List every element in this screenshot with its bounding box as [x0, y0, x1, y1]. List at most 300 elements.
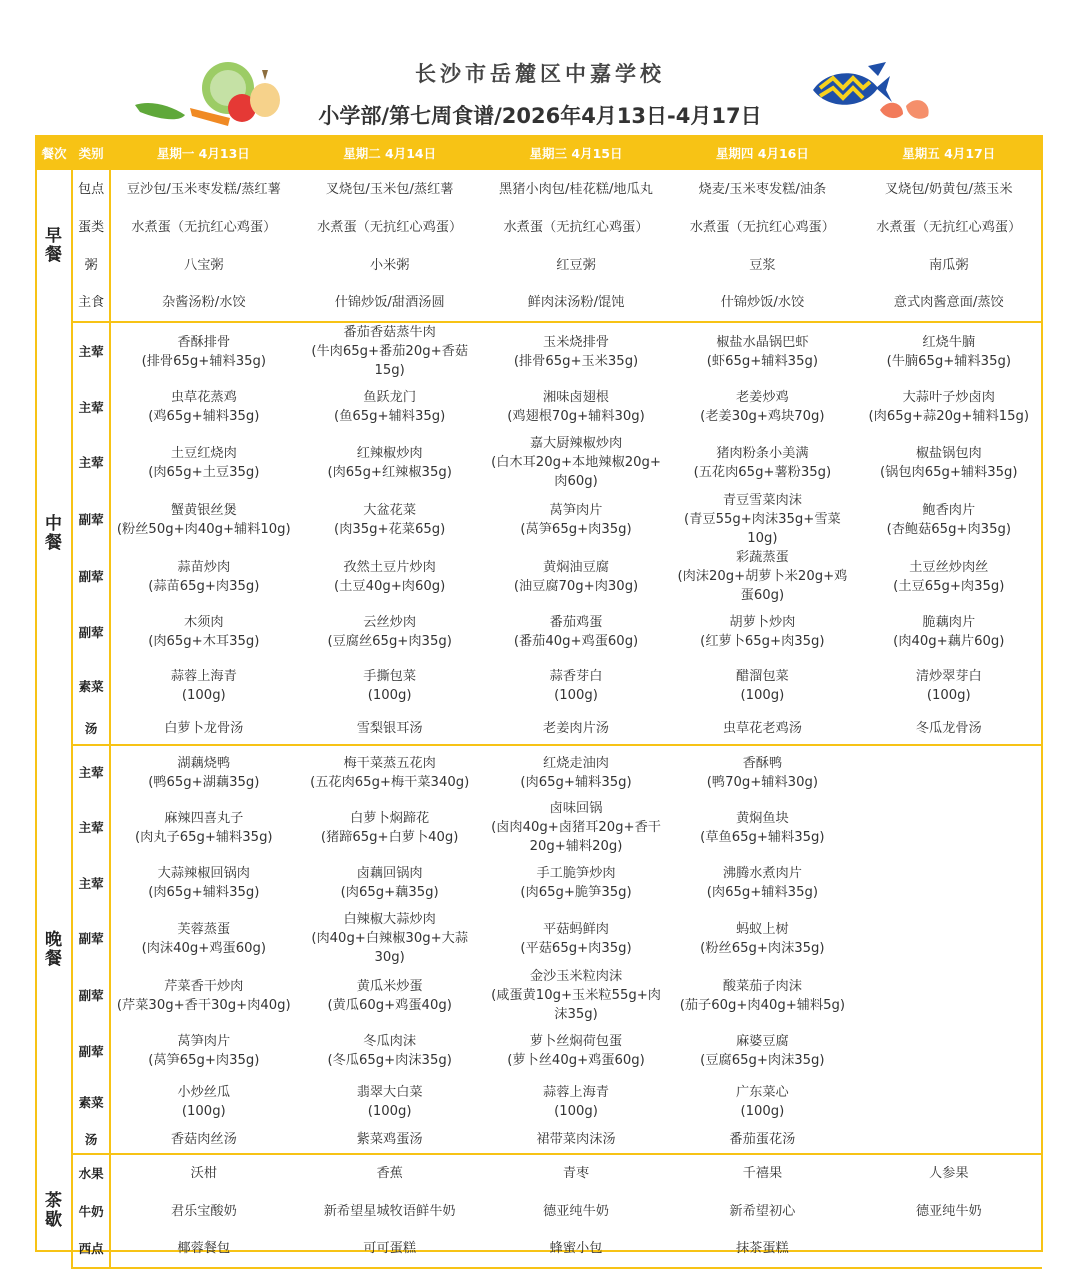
- dish-cell: [856, 548, 1042, 605]
- dish-cell: [483, 799, 669, 856]
- dish-name: 木须肉: [184, 615, 224, 630]
- dish-name: 大蒜辣椒回锅肉: [157, 866, 250, 881]
- category-label: 主荤: [72, 380, 110, 434]
- dish-name: 虫草花蒸鸡: [170, 390, 237, 405]
- dish-cell: [110, 745, 296, 799]
- dish-name: 云丝炒肉: [363, 615, 417, 630]
- dish-cell: [669, 713, 855, 745]
- dish-cell: 蜂蜜小包: [483, 1230, 669, 1268]
- dish-cell: 什锦炒饭/水饺: [669, 284, 855, 322]
- dish-name: 鲍香肉片: [922, 502, 976, 518]
- category-label: 主荤: [72, 745, 110, 799]
- dish-cell: 君乐宝酸奶: [170, 1203, 237, 1219]
- dish-cell: 水煮蛋（无抗红心鸡蛋）: [689, 219, 835, 235]
- dish-name: 嘉大厨辣椒炒肉: [529, 436, 623, 451]
- menu-row: [36, 1126, 1042, 1154]
- dish-name: 红辣椒炒肉: [356, 445, 423, 461]
- dish-name: 老姜炒鸡: [736, 390, 789, 405]
- dish-cell: 千禧果: [742, 1166, 783, 1181]
- dish-cell: [296, 659, 482, 713]
- category-label: 包点: [72, 170, 110, 208]
- menu-row: [36, 1230, 1042, 1268]
- dish-name: 蒜香芽白: [549, 669, 603, 684]
- category-label: 副荤: [72, 548, 110, 605]
- dish-ingredients: (萝卜丝40g+鸡蛋60g): [507, 1053, 645, 1068]
- dish-cell: [856, 1126, 1042, 1154]
- dish-cell: 红豆粥: [556, 257, 596, 273]
- dish-cell: 什锦炒饭/甜酒汤圆: [296, 284, 482, 322]
- dish-name: 莴笋肉片: [177, 1034, 231, 1049]
- dish-ingredients: (鸡65g+辅料35g): [148, 409, 260, 424]
- dish-cell: [110, 605, 296, 659]
- meal-label: 中 餐: [36, 322, 72, 745]
- dish-ingredients: (100g): [740, 688, 785, 703]
- dish-cell: 小米粥: [369, 257, 410, 273]
- menu-row: [36, 910, 1042, 967]
- dish-name: 土豆丝炒肉丝: [909, 559, 989, 575]
- dish-name: 白辣椒大蒜炒肉: [343, 912, 436, 927]
- dish-cell: [669, 1126, 855, 1154]
- dish-ingredients: (白木耳20g+本地辣椒20g+: [491, 455, 661, 470]
- dish-ingredients: (莴笋65g+肉35g): [520, 521, 632, 537]
- dish-cell: [856, 745, 1042, 799]
- dish-ingredients: 30g): [374, 950, 405, 965]
- menu-row: [36, 322, 1042, 380]
- dish-cell: [856, 713, 1042, 745]
- dish-cell: 南瓜粥: [929, 257, 969, 273]
- dish-cell: [296, 491, 482, 548]
- day-header-thursday: 星期四 4月16日: [669, 136, 855, 170]
- dish-ingredients: (肉65g+土豆35g): [148, 464, 260, 480]
- dish-ingredients: 沫35g): [554, 1007, 598, 1022]
- breakfast-section: [36, 170, 1042, 322]
- dish-ingredients: 10g): [747, 531, 778, 546]
- dish-cell: [483, 605, 669, 659]
- dish-cell: [856, 605, 1042, 659]
- dish-cell: 水煮蛋（无抗红心鸡蛋）: [317, 219, 463, 235]
- weekly-menu-table: [36, 136, 1042, 1269]
- menu-row: [36, 170, 1042, 208]
- dish-name: 冬瓜龙骨汤: [915, 721, 982, 736]
- dish-name: 鱼跃龙门: [363, 390, 417, 405]
- dish-ingredients: (肉35g+花菜65g): [334, 521, 446, 537]
- dish-name: 番茄香菇蒸牛肉: [343, 325, 436, 340]
- category-label: 粥: [72, 246, 110, 284]
- dish-cell: [296, 548, 482, 605]
- dish-name: 雪梨银耳汤: [356, 721, 423, 736]
- menu-row: [36, 745, 1042, 799]
- dish-name: 红烧走油肉: [543, 755, 609, 771]
- dish-cell: 人参果: [929, 1166, 969, 1181]
- dish-cell: [483, 491, 669, 548]
- category-label: 副荤: [72, 605, 110, 659]
- dish-name: 蚂蚁上树: [736, 921, 789, 937]
- dish-cell: [296, 967, 482, 1024]
- dish-cell: [669, 322, 855, 380]
- dish-ingredients: (肉65g+蒜20g+辅料15g): [868, 409, 1030, 424]
- dish-ingredients: (锅包肉65g+辅料35g): [879, 464, 1018, 480]
- dish-ingredients: (牛肉65g+番茄20g+香菇: [311, 344, 468, 359]
- dish-name: 麻婆豆腐: [736, 1034, 789, 1049]
- dish-cell: [669, 745, 855, 799]
- dish-name: 清炒翠芽白: [915, 669, 982, 684]
- dish-cell: [296, 1126, 482, 1154]
- dish-ingredients: (红萝卜65g+肉35g): [700, 634, 825, 649]
- dish-cell: [483, 910, 669, 967]
- dish-cell: [856, 799, 1042, 856]
- dish-ingredients: (冬瓜65g+肉沫35g): [327, 1053, 452, 1068]
- category-label: 副荤: [72, 910, 110, 967]
- dish-cell: 水煮蛋（无抗红心鸡蛋）: [876, 219, 1022, 235]
- dish-ingredients: (100g): [554, 688, 598, 703]
- category-label: 主食: [72, 284, 110, 322]
- dish-cell: [856, 1230, 1042, 1268]
- dish-name: 梅干菜蒸五花肉: [343, 755, 436, 771]
- dish-ingredients: (五花肉65g+薯粉35g): [693, 464, 832, 480]
- dish-name: 孜然土豆片炒肉: [343, 559, 436, 575]
- dish-name: 萝卜丝焖荷包蛋: [529, 1034, 623, 1049]
- category-label: 水果: [72, 1154, 110, 1192]
- dish-ingredients: (100g): [367, 1104, 412, 1119]
- dish-cell: [296, 322, 482, 380]
- dish-cell: [296, 856, 482, 910]
- dish-name: 手工脆笋炒肉: [536, 866, 616, 881]
- menu-row: [36, 208, 1042, 246]
- dish-cell: [296, 1078, 482, 1126]
- dish-cell: 新希望星城牧语鲜牛奶: [323, 1203, 456, 1219]
- dish-name: 芙蓉蒸蛋: [177, 921, 231, 937]
- dish-cell: [856, 910, 1042, 967]
- dish-ingredients: (100g): [926, 688, 971, 703]
- dish-name: 湘味卤翅根: [543, 390, 609, 405]
- dish-ingredients: (芹菜30g+香干30g+肉40g): [116, 997, 291, 1013]
- dish-name: 椒盐水晶锅巴虾: [716, 334, 809, 350]
- dish-name: 番茄蛋花汤: [729, 1132, 796, 1147]
- dish-name: 黄瓜米炒蛋: [356, 978, 423, 994]
- dish-cell: [483, 856, 669, 910]
- meal-column-header: 餐次: [36, 136, 72, 170]
- dish-cell: [669, 605, 855, 659]
- dish-name: 平菇蚂鲜肉: [543, 921, 609, 937]
- table-header-row: [36, 136, 1042, 170]
- category-label: 副荤: [72, 491, 110, 548]
- category-label: 牛奶: [72, 1192, 110, 1230]
- dish-cell: [856, 434, 1042, 491]
- meal-label: 早 餐: [36, 170, 72, 322]
- category-label: 素菜: [72, 659, 110, 713]
- seafood-illustration: [808, 58, 938, 128]
- category-label: 主荤: [72, 799, 110, 856]
- dish-cell: [296, 799, 482, 856]
- dish-name: 麻辣四喜丸子: [164, 810, 244, 826]
- category-column-header: 类别: [72, 136, 110, 170]
- dish-cell: [483, 1078, 669, 1126]
- dish-cell: 鲜肉沫汤粉/馄饨: [483, 284, 669, 322]
- dish-name: 胡萝卜炒肉: [729, 615, 796, 630]
- menu-subtitle: 小学部/第七周食谱/2026年4月13日-4月17日: [318, 104, 762, 128]
- dish-ingredients: (100g): [554, 1104, 598, 1119]
- dish-name: 香酥排骨: [177, 334, 231, 350]
- day-header-wednesday: 星期三 4月15日: [483, 136, 669, 170]
- dish-cell: [856, 659, 1042, 713]
- dish-cell: [669, 1024, 855, 1078]
- dish-name: 冬瓜肉沫: [363, 1034, 417, 1049]
- dish-cell: [669, 910, 855, 967]
- dish-cell: 黑猪小肉包/桂花糕/地瓜丸: [499, 181, 653, 197]
- dish-name: 虫草花老鸡汤: [722, 721, 802, 736]
- menu-row: [36, 1154, 1042, 1192]
- dish-name: 小炒丝瓜: [177, 1085, 231, 1100]
- dish-ingredients: (肉丸子65g+辅料35g): [135, 829, 273, 845]
- dish-cell: 新希望初心: [729, 1203, 796, 1219]
- category-label: 副荤: [72, 1024, 110, 1078]
- menu-row: [36, 713, 1042, 745]
- dish-cell: [110, 548, 296, 605]
- dish-name: 湖藕烧鸭: [177, 755, 231, 771]
- dish-cell: [483, 745, 669, 799]
- menu-row: [36, 856, 1042, 910]
- dish-cell: [296, 910, 482, 967]
- dish-ingredients: (肉40g+白辣椒30g+大蒜: [311, 931, 468, 946]
- lunch-section: [36, 322, 1042, 745]
- dish-cell: [483, 713, 669, 745]
- dish-cell: [669, 434, 855, 491]
- dish-cell: [856, 856, 1042, 910]
- dish-ingredients: (卤肉40g+卤猪耳20g+香干: [491, 820, 661, 835]
- dish-name: 金沙玉米粒肉沫: [529, 969, 623, 984]
- dish-ingredients: (牛腩65g+辅料35g): [886, 353, 1011, 369]
- dish-name: 白萝卜焖蹄花: [350, 810, 430, 826]
- menu-row: [36, 246, 1042, 284]
- dish-cell: [110, 713, 296, 745]
- dish-ingredients: (排骨65g+辅料35g): [141, 353, 266, 369]
- school-name: 长沙市岳麓区中嘉学校: [415, 62, 665, 86]
- dish-cell: [669, 548, 855, 605]
- dish-ingredients: (鸭70g+辅料30g): [706, 774, 818, 790]
- dish-name: 白萝卜龙骨汤: [164, 721, 244, 736]
- menu-row: [36, 380, 1042, 434]
- dish-name: 彩蔬蒸蛋: [736, 550, 789, 565]
- dish-cell: [110, 322, 296, 380]
- tea-break-section: [36, 1154, 1042, 1268]
- dish-name: 玉米烧排骨: [543, 334, 609, 350]
- dish-name: 裙带菜肉沫汤: [536, 1132, 616, 1147]
- category-label: 副荤: [72, 967, 110, 1024]
- menu-row: [36, 284, 1042, 322]
- dish-cell: 豆沙包/玉米枣发糕/蒸红薯: [126, 181, 281, 197]
- dish-ingredients: (粉丝50g+肉40g+辅料10g): [116, 521, 291, 537]
- dish-ingredients: (肉65g+木耳35g): [148, 634, 260, 649]
- dish-ingredients: (茄子60g+肉40g+辅料5g): [679, 997, 846, 1013]
- dish-cell: [110, 1078, 296, 1126]
- dish-ingredients: (土豆65g+肉35g): [893, 578, 1005, 594]
- dish-cell: 豆浆: [749, 257, 776, 273]
- dish-name: 蒜苗炒肉: [177, 559, 231, 575]
- dish-name: 广东菜心: [736, 1085, 789, 1100]
- dish-name: 老姜肉片汤: [543, 721, 609, 736]
- dish-ingredients: (油豆腐70g+肉30g): [513, 578, 639, 594]
- dish-cell: [110, 1126, 296, 1154]
- dish-ingredients: (番茄40g+鸡蛋60g): [513, 634, 639, 649]
- dish-ingredients: (排骨65g+玉米35g): [513, 353, 639, 369]
- dish-name: 香菇肉丝汤: [170, 1132, 237, 1147]
- dish-cell: 烧麦/玉米枣发糕/油条: [698, 181, 827, 197]
- dish-name: 青豆雪菜肉沫: [722, 493, 802, 508]
- dish-ingredients: (杏鲍菇65g+肉35g): [886, 521, 1011, 537]
- dish-ingredients: (肉65g+辅料35g): [520, 774, 632, 790]
- dish-ingredients: (鸭65g+湖藕35g): [148, 774, 260, 790]
- dish-cell: [483, 434, 669, 491]
- dish-ingredients: (100g): [181, 688, 226, 703]
- dish-name: 椒盐锅包肉: [915, 445, 982, 461]
- category-label: 西点: [72, 1230, 110, 1268]
- category-label: 主荤: [72, 434, 110, 491]
- dish-cell: [110, 434, 296, 491]
- dish-name: 番茄鸡蛋: [549, 615, 603, 630]
- dish-ingredients: (咸蛋黄10g+玉米粒55g+肉: [491, 988, 661, 1003]
- dish-cell: 八宝粥: [184, 257, 224, 273]
- dish-cell: [483, 1126, 669, 1154]
- dish-ingredients: 蛋60g): [740, 588, 785, 603]
- day-header-friday: 星期五 4月17日: [856, 136, 1042, 170]
- dish-ingredients: (100g): [367, 688, 412, 703]
- dish-ingredients: (鱼65g+辅料35g): [334, 409, 446, 424]
- dish-name: 大盆花菜: [363, 502, 417, 518]
- dish-ingredients: (100g): [740, 1104, 785, 1119]
- dish-ingredients: (青豆55g+肉沫35g+雪菜: [684, 512, 841, 527]
- dish-cell: [669, 380, 855, 434]
- dish-name: 芹菜香干炒肉: [164, 978, 244, 994]
- dish-ingredients: 肉60g): [554, 474, 598, 489]
- dish-name: 大蒜叶子炒卤肉: [902, 390, 995, 405]
- dish-name: 紫菜鸡蛋汤: [356, 1132, 423, 1147]
- dish-name: 黄焖鱼块: [736, 810, 789, 826]
- dish-cell: [296, 380, 482, 434]
- category-label: 汤: [72, 713, 110, 745]
- dish-ingredients: (老姜30g+鸡块70g): [700, 409, 825, 424]
- menu-row: [36, 434, 1042, 491]
- dish-ingredients: (豆腐丝65g+肉35g): [327, 634, 452, 649]
- dish-cell: [110, 910, 296, 967]
- dish-ingredients: (平菇65g+肉35g): [520, 940, 632, 956]
- dish-cell: 叉烧包/奶黄包/蒸玉米: [884, 181, 1013, 197]
- dish-cell: [296, 605, 482, 659]
- dish-ingredients: (肉沫40g+鸡蛋60g): [141, 940, 266, 956]
- dish-cell: 椰蓉餐包: [110, 1230, 296, 1268]
- dish-ingredients: (土豆40g+肉60g): [334, 578, 446, 594]
- dish-cell: [483, 659, 669, 713]
- dish-cell: [296, 434, 482, 491]
- dish-name: 蒜蓉上海青: [170, 669, 237, 684]
- dish-name: 蒜蓉上海青: [543, 1085, 609, 1100]
- category-label: 素菜: [72, 1078, 110, 1126]
- dish-cell: 德亚纯牛奶: [543, 1203, 609, 1219]
- dish-cell: [669, 967, 855, 1024]
- dish-cell: 可可蛋糕: [296, 1230, 482, 1268]
- menu-row: [36, 659, 1042, 713]
- dish-name: 黄焖油豆腐: [543, 559, 609, 575]
- dish-cell: [110, 856, 296, 910]
- dish-ingredients: (肉65g+辅料35g): [706, 885, 818, 900]
- dish-cell: [856, 1024, 1042, 1078]
- dish-name: 手撕包菜: [363, 669, 417, 684]
- dish-cell: 沃柑: [190, 1166, 217, 1181]
- dish-name: 蟹黄银丝煲: [170, 502, 237, 518]
- dish-cell: [856, 322, 1042, 380]
- dish-name: 猪肉粉条小美满: [716, 445, 809, 461]
- dish-ingredients: (粉丝65g+肉沫35g): [700, 940, 825, 956]
- dish-ingredients: 15g): [374, 363, 405, 378]
- category-label: 主荤: [72, 856, 110, 910]
- day-header-monday: 星期一 4月13日: [110, 136, 296, 170]
- dish-name: 香酥鸭: [742, 755, 783, 771]
- dish-cell: 抹茶蛋糕: [669, 1230, 855, 1268]
- dish-ingredients: (虾65g+辅料35g): [706, 353, 818, 369]
- dish-ingredients: (黄瓜60g+鸡蛋40g): [327, 997, 452, 1013]
- dish-ingredients: (猪蹄65g+白萝卜40g): [320, 829, 459, 845]
- dish-name: 土豆红烧肉: [170, 445, 237, 461]
- dish-name: 脆藕肉片: [922, 615, 976, 630]
- dish-cell: 杂酱汤粉/水饺: [110, 284, 296, 322]
- dish-ingredients: (100g): [181, 1104, 226, 1119]
- menu-row: [36, 491, 1042, 548]
- dish-name: 醋溜包菜: [736, 669, 789, 684]
- dish-ingredients: (豆腐65g+肉沫35g): [700, 1053, 825, 1068]
- menu-row: [36, 1078, 1042, 1126]
- dish-ingredients: (肉沫20g+胡萝卜米20g+鸡: [677, 569, 848, 584]
- dish-ingredients: (肉65g+红辣椒35g): [327, 464, 452, 480]
- dish-cell: [669, 659, 855, 713]
- dish-cell: 青枣: [562, 1166, 590, 1181]
- category-label: 主荤: [72, 322, 110, 380]
- dinner-section: [36, 745, 1042, 1154]
- dish-cell: [483, 548, 669, 605]
- menu-row: [36, 1192, 1042, 1230]
- dish-cell: [110, 967, 296, 1024]
- dish-name: 酸菜茄子肉沫: [722, 978, 802, 994]
- dish-cell: [669, 799, 855, 856]
- dish-name: 翡翠大白菜: [356, 1085, 423, 1100]
- menu-row: [36, 548, 1042, 605]
- dish-cell: [296, 1024, 482, 1078]
- dish-cell: [856, 380, 1042, 434]
- dish-name: 卤藕回锅肉: [356, 866, 423, 881]
- menu-row: [36, 605, 1042, 659]
- dish-ingredients: 20g+辅料20g): [529, 839, 623, 854]
- dish-cell: [669, 1078, 855, 1126]
- dish-cell: [110, 491, 296, 548]
- dish-cell: 德亚纯牛奶: [915, 1203, 982, 1219]
- dish-ingredients: (肉65g+脆笋35g): [520, 885, 632, 900]
- dish-ingredients: (莴笋65g+肉35g): [148, 1053, 260, 1068]
- dish-cell: [110, 1024, 296, 1078]
- dish-cell: 香蕉: [376, 1166, 403, 1181]
- dish-ingredients: (鸡翅根70g+辅料30g): [507, 409, 645, 424]
- dish-cell: [110, 799, 296, 856]
- dish-cell: [296, 745, 482, 799]
- dish-cell: [669, 856, 855, 910]
- day-header-tuesday: 星期二 4月14日: [296, 136, 482, 170]
- dish-ingredients: (五花肉65g+梅干菜340g): [310, 774, 470, 790]
- menu-row: [36, 1024, 1042, 1078]
- meal-label: 晚 餐: [36, 745, 72, 1154]
- dish-cell: [110, 380, 296, 434]
- category-label: 蛋类: [72, 208, 110, 246]
- dish-name: 卤味回锅: [549, 801, 603, 816]
- dish-ingredients: (肉65g+藕35g): [340, 885, 439, 900]
- category-label: 汤: [72, 1126, 110, 1154]
- dish-cell: [483, 967, 669, 1024]
